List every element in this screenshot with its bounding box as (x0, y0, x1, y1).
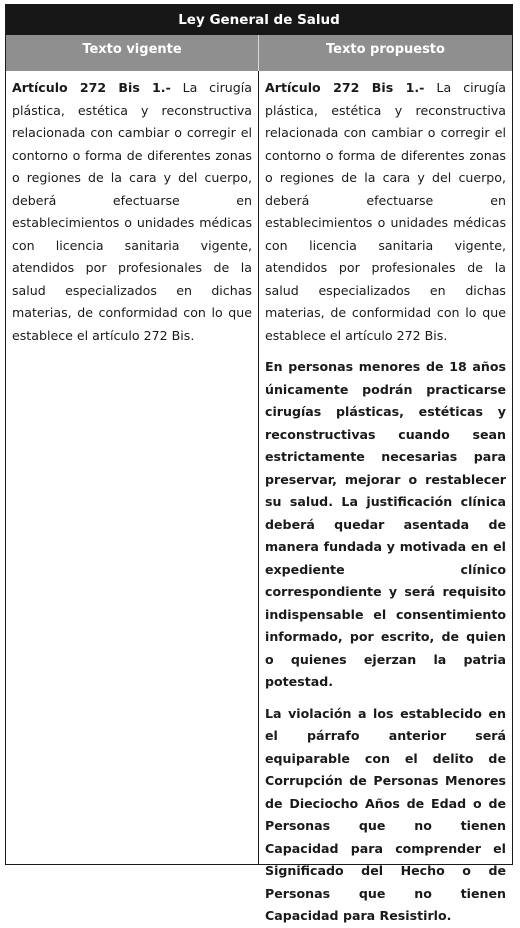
comparison-table (5, 4, 513, 923)
table-header-row (6, 35, 512, 71)
table-title: Ley General de Salud (6, 5, 512, 35)
header-texto-propuesto: Texto propuesto (326, 42, 445, 57)
article-text: La cirugía plástica, estética y reconstructiva relacionada con cambiar o corregir el contorno o forma de diferentes zonas o regiones de la cara y del cuerpo, deberá efectuarse en establecimientos o unidades médicas con licencia sanitaria vigente, atendidos por profesionales de la salud especializados en dichas materias, de conformidad con lo que establece el artículo 272 Bis. (265, 80, 506, 343)
article-label: Artículo 272 Bis 1.- (265, 80, 425, 95)
proposed-paragraph-penalty: La violación a los establecido en el párrafo anterior será equiparable con el delito de Corrupción de Personas Menores de Dieciocho Años de Edad o de Personas que no tienen Capacidad para comprender el Significado del Hecho o de Personas que no tienen Capacidad para Resistirlo. (265, 705, 506, 923)
header-texto-vigente: Texto vigente (6, 35, 259, 71)
article-paragraph (12, 77, 252, 347)
proposed-paragraph-minors: En personas menores de 18 años únicamente podrán practicarse cirugías plásticas, estéticas y reconstructivas cuando sean estrictamente necesarias para preservar, mejorar o restablecer su salud. La justificación clínica deberá quedar asentada de manera fundada y motivada en el expediente clínico correspondiente y será requisito indispensable el consentimiento informado, por escrito, de quien o quienes ejerzan la patria potestad. (265, 359, 506, 689)
article-paragraph (265, 77, 506, 347)
article-text: La cirugía plástica, estética y reconstructiva relacionada con cambiar o corregir el contorno o forma de diferentes zonas o regiones de la cara y del cuerpo, deberá efectuarse en establecimientos o unidades médicas con licencia sanitaria vigente, atendidos por profesionales de la salud especializados en dichas materias, de conformidad con lo que establece el artículo 272 Bis. (12, 80, 252, 343)
article-label: Artículo 272 Bis 1.- (12, 80, 171, 95)
cell-texto-propuesto (259, 71, 512, 923)
table-body-row (6, 71, 512, 923)
cell-texto-vigente (6, 71, 259, 864)
